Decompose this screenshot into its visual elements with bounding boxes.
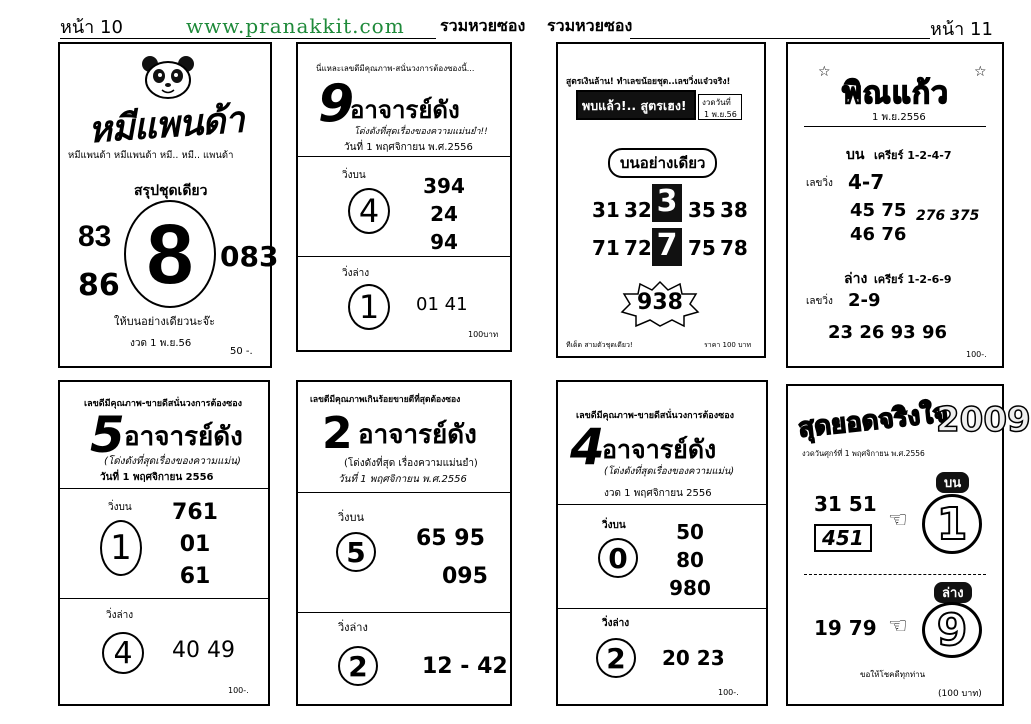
dark-box-text: พบแล้ว!.. สูตรเฮง! <box>582 98 687 113</box>
up-digit-circle <box>100 520 142 576</box>
up-num-3: 980 <box>669 576 711 600</box>
card-sub: (โด่งดังที่สุด เรื่องความแม่นยำ) <box>344 458 478 469</box>
num-box: 451 <box>814 524 872 552</box>
up-label: วิ่งบน <box>602 520 626 531</box>
big-digit-circle <box>124 200 216 308</box>
lang-label: ล่าง <box>844 271 868 287</box>
down-digit-circle <box>102 632 144 674</box>
up-num-1: 65 95 <box>416 526 485 551</box>
page-number-left: หน้า 10 <box>60 17 123 38</box>
site-url: www.pranakkit.com <box>186 14 405 38</box>
price: 50 -. <box>230 346 253 357</box>
down-nums: 40 49 <box>172 638 235 663</box>
up-num-1: 50 <box>676 520 704 544</box>
up-digit: 4 <box>358 192 380 230</box>
card-9-ajarn <box>296 42 512 352</box>
run2-label: เลขวิ่ง <box>806 296 833 307</box>
up-label: วิ่งบน <box>338 511 365 524</box>
run1-value: 4-7 <box>848 170 885 194</box>
down-label: วิ่งล่าง <box>602 618 630 629</box>
num-row-2: 19 79 <box>814 616 877 640</box>
down-digit-circle <box>348 284 390 330</box>
divider <box>558 504 766 505</box>
row2-n2: 72 <box>624 236 652 260</box>
up-num-2: 095 <box>442 564 488 589</box>
header-rule-left <box>60 38 190 39</box>
down-digit-circle <box>338 646 378 686</box>
divider <box>298 612 510 613</box>
right-number: 083 <box>220 240 279 273</box>
up-digit: 1 <box>110 528 132 568</box>
left-number-1: 83 <box>78 220 112 253</box>
star-icon: ☆ <box>974 64 987 80</box>
row2-n4: 75 <box>688 236 716 260</box>
down-label: วิ่งล่าง <box>338 621 368 634</box>
card-date: 1 พ.ย.2556 <box>872 112 926 123</box>
header-rule-mid <box>186 38 436 39</box>
card-sub: (โด่งดังที่สุดเรื่องของความแม่น) <box>604 466 735 477</box>
bon-label: บน <box>936 472 969 493</box>
divider <box>558 608 766 609</box>
run1-label: เลขวิ่ง <box>806 178 833 189</box>
card-title: พิณแก้ว <box>842 76 949 111</box>
note: ให้บนอย่างเดียวนะจ๊ะ <box>114 315 216 328</box>
card-top-note: นี่แหละเลขดีมีคุณภาพ-สนั่นวงการต้องซองนี้... <box>316 64 475 73</box>
tagline: หมีแพนด้า หมีแพนด้า หมี.. หมี.. แพนด้า <box>68 150 234 161</box>
num-side: 276 375 <box>916 208 980 224</box>
date-value: 1 พ.ย.56 <box>704 110 737 119</box>
big-digit-1: 1 <box>936 498 968 550</box>
big-num: 2 <box>322 408 353 459</box>
down-digit-circle <box>596 638 636 678</box>
card-title: อาจารย์ดัง <box>124 422 243 452</box>
left-number-2: 86 <box>78 268 120 303</box>
section-title-left: รวมหวยซอง <box>440 16 526 35</box>
row1-n4: 35 <box>688 198 716 222</box>
card-top-note: เลขดีมีคุณภาพเกินร้อยขายดีที่สุดต้องซอง <box>310 395 461 405</box>
up-label: วิ่งบน <box>108 502 132 513</box>
card-title: อาจารย์ดัง <box>602 435 717 464</box>
banner: บนอย่างเดียว <box>608 148 717 178</box>
footer-note: ทีเด็ด สามตัวชุดเดียว! <box>566 341 633 349</box>
price: 100บาท <box>468 330 499 339</box>
panda-icon <box>140 54 196 100</box>
card-sub: (โด่งดังที่สุดเรื่องของความแม่น) <box>104 456 241 467</box>
up-digit-circle <box>336 532 376 572</box>
card-top-note: สูตรเงินล้าน! ทำเลขน้อยชุด..เลขวิ่งแจ๋วจริง! <box>566 77 731 87</box>
price: 100-. <box>966 350 987 359</box>
big-num: 4 <box>570 418 605 476</box>
card-formula <box>556 42 766 358</box>
divider <box>298 256 510 257</box>
down-digit: 2 <box>348 649 368 683</box>
card-sub: โด่งดังที่สุดเรื่องของความแม่นยำ!! <box>354 127 488 137</box>
num-row-1: 45 75 <box>850 200 907 221</box>
divider <box>60 598 268 599</box>
down-digit: 1 <box>358 288 380 326</box>
card-date: วันที่ 1 พฤศจิกายน พ.ศ.2556 <box>338 474 467 485</box>
card-5-ajarn <box>58 380 270 706</box>
up-digit: 0 <box>608 541 628 575</box>
big-num: 9 <box>318 74 355 134</box>
up-num-1: 761 <box>172 500 218 525</box>
card-date: งวดวันศุกร์ที่ 1 พฤศจิกายน พ.ศ.2556 <box>802 449 925 458</box>
brand-title: หมีแพนด้า <box>86 99 245 152</box>
divider <box>60 488 268 489</box>
key-digit-2: 7 <box>656 228 678 263</box>
down-nums: 20 23 <box>662 646 725 670</box>
year: 2009 <box>936 400 1031 440</box>
date-label: งวดวันที่ <box>702 98 731 107</box>
card-date: วันที่ 1 พฤศจิกายน 2556 <box>100 472 214 483</box>
page-number-right: หน้า 11 <box>930 19 993 40</box>
up-num-2: 24 <box>430 202 458 226</box>
card-title: สุดยอดจริงใจ <box>796 398 950 444</box>
row2-n5: 78 <box>720 236 748 260</box>
row1-n2: 32 <box>624 198 652 222</box>
divider <box>804 126 986 127</box>
up-num-1: 394 <box>423 174 465 198</box>
card-panda <box>58 42 279 368</box>
num-row-2: 46 76 <box>850 224 907 245</box>
run2-value: 2-9 <box>848 290 881 311</box>
big-digit: 8 <box>146 207 194 301</box>
bon-set: เครียร์ 1-2-4-7 <box>874 149 952 162</box>
up-num-3: 94 <box>430 230 458 254</box>
up-num-2: 80 <box>676 548 704 572</box>
card-date: งวด 1 พฤศจิกายน 2556 <box>604 488 712 499</box>
up-label: วิ่งบน <box>342 170 366 181</box>
row2-n1: 71 <box>592 236 620 260</box>
pointing-hand-icon: ☜ <box>888 614 908 639</box>
wish: ขอให้โชคดีทุกท่าน <box>860 670 926 679</box>
price: ราคา 100 บาท <box>704 341 752 349</box>
card-2-ajarn <box>296 380 512 706</box>
divider <box>804 574 986 575</box>
down-label: วิ่งล่าง <box>106 610 134 621</box>
row1-n1: 31 <box>592 198 620 222</box>
card-title: อาจารย์ดัง <box>350 96 460 124</box>
summary-label: สรุปชุดเดียว <box>134 183 208 199</box>
down-nums: 12 - 42 <box>422 654 508 679</box>
row1-n5: 38 <box>720 198 748 222</box>
divider <box>298 492 510 493</box>
draw-date: งวด 1 พ.ย.56 <box>130 338 192 349</box>
num-row-3: 23 26 93 96 <box>828 322 947 343</box>
lang-label: ล่าง <box>934 582 972 603</box>
lang-set: เครียร์ 1-2-6-9 <box>874 273 952 286</box>
up-num-3: 61 <box>179 564 211 589</box>
divider <box>298 156 510 157</box>
card-title: อาจารย์ดัง <box>358 420 477 450</box>
key-digit-1: 3 <box>656 184 678 219</box>
card-top-note: เลขดีมีคุณภาพ-ขายดีสนั่นวงการต้องซอง <box>84 399 243 409</box>
down-digit: 4 <box>113 635 133 671</box>
card-date: วันที่ 1 พฤศจิกายน พ.ศ.2556 <box>344 142 473 153</box>
big-num: 5 <box>90 406 125 464</box>
big-digit-2: 9 <box>936 604 968 656</box>
price: (100 บาท) <box>938 689 982 699</box>
price: 100-. <box>228 686 249 695</box>
digit-circle-2 <box>922 602 982 658</box>
price: 100-. <box>718 688 739 697</box>
num-row-1: 31 51 <box>814 492 877 516</box>
down-digit: 2 <box>606 641 626 675</box>
burst-number: 938 <box>637 290 683 315</box>
bon-label: บน <box>846 147 865 163</box>
pointing-hand-icon: ☜ <box>888 508 908 533</box>
card-4-ajarn <box>556 380 768 706</box>
card-top-note: เลขดีมีคุณภาพ-ขายดีสนั่นวงการต้องซอง <box>576 411 735 421</box>
star-icon: ☆ <box>818 64 831 80</box>
section-title-right: รวมหวยซอง <box>547 16 633 35</box>
down-label: วิ่งล่าง <box>342 268 370 279</box>
card-sudyod <box>786 384 1031 706</box>
down-nums: 01 41 <box>416 294 468 315</box>
header-rule-right <box>630 38 930 39</box>
up-digit: 5 <box>346 535 366 569</box>
digit-circle-1 <box>922 494 982 554</box>
up-digit-circle <box>348 188 390 234</box>
card-pinkaew <box>786 42 1004 368</box>
up-digit-circle <box>598 538 638 578</box>
up-num-2: 01 <box>179 532 211 557</box>
